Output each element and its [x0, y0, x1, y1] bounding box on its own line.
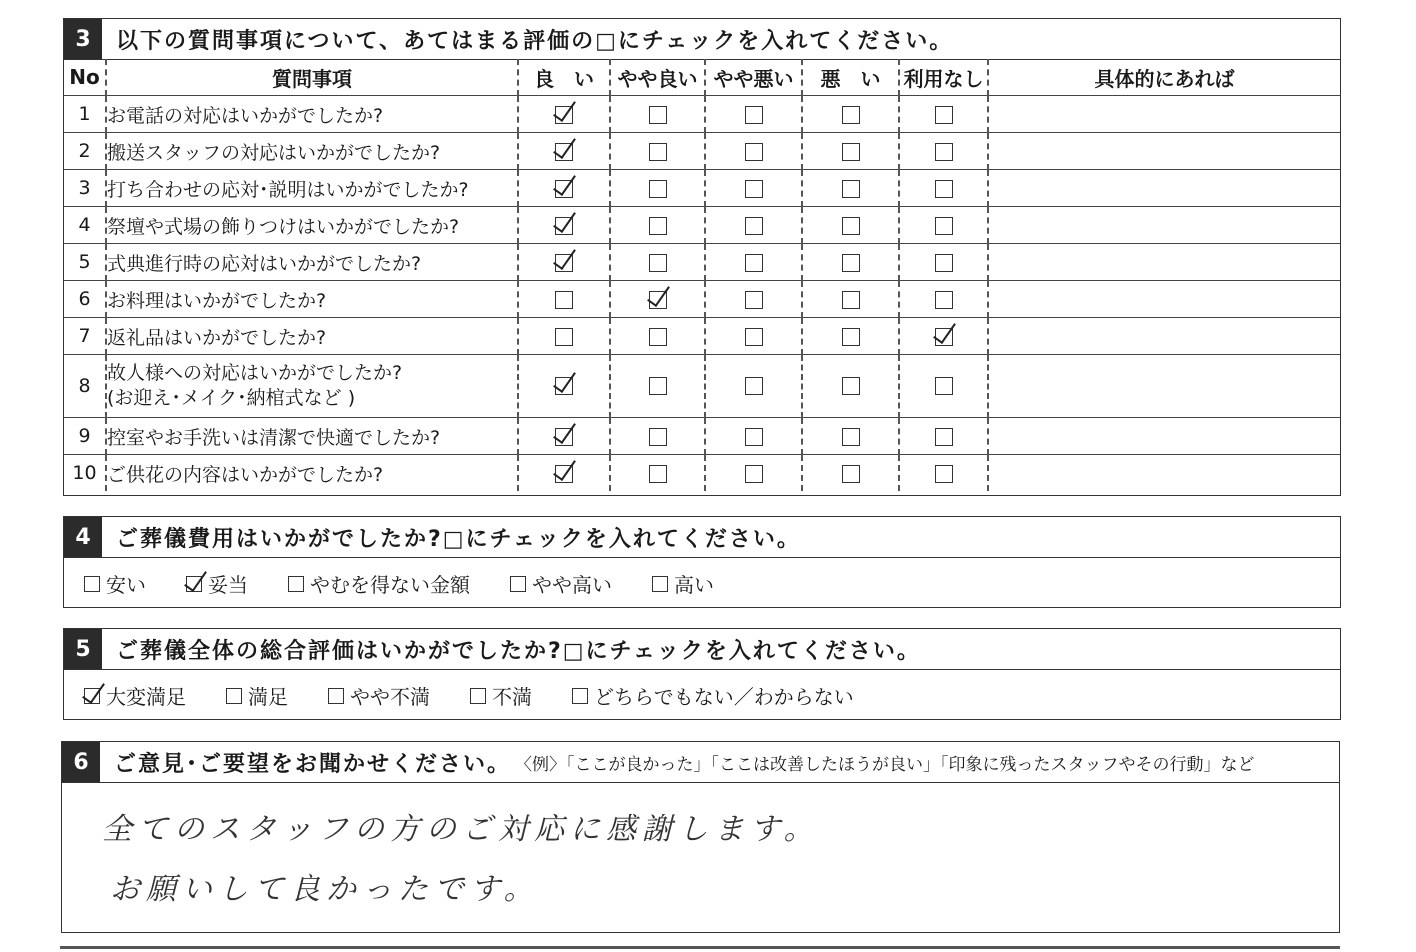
option-very-satisfied[interactable] — [84, 681, 186, 710]
comment-cell[interactable] — [988, 244, 1340, 281]
section-3-header — [64, 19, 1340, 60]
row-number: 1 — [64, 96, 106, 133]
cost-options — [84, 569, 754, 598]
table-row — [64, 207, 1340, 244]
handwritten-comment-line-2[interactable]: お願いして良かったです。 — [110, 872, 540, 907]
row-number: 9 — [64, 418, 106, 455]
rating-cell-fairly-bad — [705, 318, 802, 355]
table-row — [64, 133, 1340, 170]
checkbox-fairly-bad[interactable] — [745, 328, 763, 346]
option-label: やむを得ない金額 — [310, 573, 470, 597]
rating-cell-bad — [802, 207, 899, 244]
table-header-row — [64, 59, 1340, 96]
checkbox-fairly-bad[interactable] — [745, 377, 763, 395]
comment-cell[interactable] — [988, 207, 1340, 244]
checkbox-good[interactable] — [555, 328, 573, 346]
section-number: 3 — [64, 19, 102, 59]
checkbox-fairly-bad[interactable] — [745, 254, 763, 272]
checkbox-fairly-bad[interactable] — [745, 217, 763, 235]
rating-cell-fairly-good — [610, 418, 705, 455]
section-number: 5 — [64, 629, 102, 669]
rating-cell-good — [518, 455, 610, 492]
rating-cell-not-used — [899, 170, 988, 207]
checkbox-fairly-good[interactable] — [649, 428, 667, 446]
rating-cell-bad — [802, 244, 899, 281]
checkbox-fairly-good[interactable] — [649, 217, 667, 235]
checkbox-fairly-good[interactable] — [649, 106, 667, 124]
header-question: 質問事項 — [106, 59, 518, 96]
rating-cell-not-used — [899, 96, 988, 133]
question-text: 祭壇や式場の飾りつけはいかがでしたか? — [107, 215, 460, 238]
option-neither[interactable] — [572, 681, 854, 710]
rating-cell-bad — [802, 281, 899, 318]
row-number: 3 — [64, 170, 106, 207]
checkbox-fairly-good[interactable] — [649, 465, 667, 483]
rating-cell-not-used — [899, 355, 988, 418]
checkbox-not-used[interactable] — [935, 106, 953, 124]
rating-cell-fairly-good — [610, 281, 705, 318]
question-cell — [106, 318, 518, 355]
option-slightly-expensive[interactable] — [510, 569, 612, 598]
option-dissatisfied[interactable] — [470, 681, 532, 710]
section-title: 以下の質問事項について、あてはまる評価の□にチェックを入れてください。 — [116, 28, 954, 54]
header-rating-bad: 悪 い — [802, 59, 899, 96]
question-text: お料理はいかがでしたか? — [107, 289, 327, 312]
rating-cell-fairly-bad — [705, 418, 802, 455]
rating-cell-good — [518, 96, 610, 133]
checkbox-good[interactable] — [555, 428, 573, 446]
checkbox-fairly-bad[interactable] — [745, 143, 763, 161]
section-5-header — [64, 629, 1340, 670]
rating-cell-good — [518, 281, 610, 318]
row-number: 4 — [64, 207, 106, 244]
option-label: 大変満足 — [106, 685, 186, 709]
checkbox-fairly-good[interactable] — [649, 180, 667, 198]
rating-cell-bad — [802, 418, 899, 455]
checkbox[interactable] — [84, 688, 100, 704]
checkbox[interactable] — [572, 688, 588, 704]
section-title: ご葬儀費用はいかがでしたか?□にチェックを入れてください。 — [116, 526, 801, 552]
rating-cell-good — [518, 355, 610, 418]
option-label: 高い — [674, 573, 714, 597]
checkbox-fairly-bad[interactable] — [745, 106, 763, 124]
checkbox-good[interactable] — [555, 106, 573, 124]
handwritten-comment-line-1[interactable]: 全てのスタッフの方のご対応に感謝します。 — [102, 812, 820, 847]
section-number: 4 — [64, 517, 102, 557]
section-title: ご葬儀全体の総合評価はいかがでしたか?□にチェックを入れてください。 — [116, 638, 921, 664]
header-rating-fairly-good: やや良い — [610, 59, 705, 96]
question-text: 返礼品はいかがでしたか? — [107, 326, 327, 349]
question-cell — [106, 207, 518, 244]
option-expensive[interactable] — [652, 569, 714, 598]
checkbox-good[interactable] — [555, 143, 573, 161]
checkbox-bad[interactable] — [842, 328, 860, 346]
option-label: 妥当 — [208, 573, 248, 597]
question-cell — [106, 355, 518, 418]
rating-cell-good — [518, 318, 610, 355]
rating-cell-good — [518, 207, 610, 244]
checkbox-fairly-bad[interactable] — [745, 180, 763, 198]
rating-cell-fairly-good — [610, 318, 705, 355]
section-number: 6 — [62, 742, 100, 782]
checkbox-bad[interactable] — [842, 106, 860, 124]
overall-options — [84, 681, 894, 710]
checkbox-not-used[interactable] — [935, 143, 953, 161]
option-satisfied[interactable] — [226, 681, 288, 710]
question-text: お電話の対応はいかがでしたか? — [107, 104, 384, 127]
checkbox[interactable] — [226, 688, 242, 704]
table-row — [64, 418, 1340, 455]
checkbox-fairly-good[interactable] — [649, 254, 667, 272]
comment-cell[interactable] — [988, 96, 1340, 133]
header-no: No — [64, 59, 106, 96]
checkbox-good[interactable] — [555, 465, 573, 483]
rating-cell-not-used — [899, 207, 988, 244]
checkbox-good[interactable] — [555, 377, 573, 395]
question-cell — [106, 96, 518, 133]
option-label: 満足 — [248, 685, 288, 709]
checkbox-not-used[interactable] — [935, 465, 953, 483]
rating-cell-fairly-good — [610, 133, 705, 170]
checkbox-bad[interactable] — [842, 291, 860, 309]
rating-cell-fairly-bad — [705, 207, 802, 244]
question-cell — [106, 418, 518, 455]
header-comment: 具体的にあれば — [988, 59, 1340, 96]
checkbox-not-used[interactable] — [935, 254, 953, 272]
rating-cell-good — [518, 418, 610, 455]
question-text: 故人様への対応はいかがでしたか? — [107, 362, 403, 384]
question-text: 搬送スタッフの対応はいかがでしたか? — [107, 141, 441, 164]
question-text: 式典進行時の応対はいかがでしたか? — [107, 252, 422, 275]
checkbox-fairly-bad[interactable] — [745, 465, 763, 483]
rating-cell-good — [518, 170, 610, 207]
rating-cell-good — [518, 133, 610, 170]
checkbox-bad[interactable] — [842, 465, 860, 483]
rating-cell-fairly-good — [610, 455, 705, 492]
rating-cell-not-used — [899, 318, 988, 355]
rating-cell-not-used — [899, 244, 988, 281]
option-label: どちらでもない／わからない — [594, 685, 854, 709]
rating-cell-bad — [802, 170, 899, 207]
checkbox-not-used[interactable] — [935, 291, 953, 309]
checkbox-good[interactable] — [555, 217, 573, 235]
rating-cell-bad — [802, 455, 899, 492]
table-row — [64, 455, 1340, 492]
rating-cell-fairly-good — [610, 244, 705, 281]
table-row — [64, 355, 1340, 418]
checkbox[interactable] — [510, 576, 526, 592]
section-6 — [61, 741, 1340, 933]
checkbox-not-used[interactable] — [935, 180, 953, 198]
row-number: 5 — [64, 244, 106, 281]
option-cheap[interactable] — [84, 569, 146, 598]
comment-cell[interactable] — [988, 418, 1340, 455]
section-5 — [63, 628, 1341, 720]
question-cell — [106, 455, 518, 492]
option-label: 不満 — [492, 685, 532, 709]
rating-cell-fairly-bad — [705, 96, 802, 133]
rating-cell-fairly-good — [610, 207, 705, 244]
checkbox-fairly-good[interactable] — [649, 328, 667, 346]
rating-cell-fairly-bad — [705, 355, 802, 418]
question-cell — [106, 170, 518, 207]
table-row — [64, 244, 1340, 281]
option-reasonable[interactable] — [186, 569, 248, 598]
evaluation-table — [64, 59, 1340, 491]
checkbox-fairly-bad[interactable] — [745, 291, 763, 309]
checkbox-good[interactable] — [555, 291, 573, 309]
checkbox-fairly-good[interactable] — [649, 291, 667, 309]
checkbox-good[interactable] — [555, 180, 573, 198]
header-rating-not-used: 利用なし — [899, 59, 988, 96]
comment-cell[interactable] — [988, 318, 1340, 355]
question-text: 控室やお手洗いは清潔で快適でしたか? — [107, 426, 441, 449]
question-cell — [106, 244, 518, 281]
checkbox-bad[interactable] — [842, 143, 860, 161]
section-4-header — [64, 517, 1340, 558]
checkbox-not-used[interactable] — [935, 377, 953, 395]
option-label: やや高い — [532, 573, 612, 597]
section-3 — [63, 18, 1341, 496]
rating-cell-fairly-bad — [705, 170, 802, 207]
checkbox[interactable] — [288, 576, 304, 592]
rating-cell-fairly-bad — [705, 455, 802, 492]
row-number: 10 — [64, 455, 106, 492]
rating-cell-fairly-bad — [705, 133, 802, 170]
section-title: ご意見･ご要望をお聞かせください。 — [114, 751, 512, 777]
question-cell — [106, 133, 518, 170]
rating-cell-fairly-bad — [705, 281, 802, 318]
checkbox[interactable] — [328, 688, 344, 704]
comment-cell[interactable] — [988, 133, 1340, 170]
rating-cell-fairly-good — [610, 96, 705, 133]
checkbox-bad[interactable] — [842, 377, 860, 395]
question-text: 打ち合わせの応対･説明はいかがでしたか? — [107, 178, 469, 201]
header-rating-good: 良 い — [518, 59, 610, 96]
rating-cell-bad — [802, 318, 899, 355]
question-text: ご供花の内容はいかがでしたか? — [107, 463, 384, 486]
checkbox-not-used[interactable] — [935, 217, 953, 235]
checkbox-not-used[interactable] — [935, 328, 953, 346]
rating-cell-bad — [802, 133, 899, 170]
rating-cell-good — [518, 244, 610, 281]
rating-cell-not-used — [899, 281, 988, 318]
rating-cell-not-used — [899, 455, 988, 492]
row-number: 8 — [64, 355, 106, 418]
section-6-header — [62, 742, 1339, 783]
checkbox-fairly-good[interactable] — [649, 377, 667, 395]
table-row — [64, 281, 1340, 318]
checkbox[interactable] — [652, 576, 668, 592]
option-unavoidable[interactable] — [288, 569, 470, 598]
rating-cell-fairly-bad — [705, 244, 802, 281]
checkbox-not-used[interactable] — [935, 428, 953, 446]
option-label: やや不満 — [350, 685, 430, 709]
section-note: 〈例〉「ここが良かった」「ここは改善したほうが良い」「印象に残ったスタッフやその行動」など — [515, 754, 1255, 775]
option-slightly-dissatisfied[interactable] — [328, 681, 430, 710]
rating-cell-bad — [802, 355, 899, 418]
comment-cell[interactable] — [988, 455, 1340, 492]
bottom-rule — [60, 946, 1340, 949]
checkbox-fairly-bad[interactable] — [745, 428, 763, 446]
rating-cell-bad — [802, 96, 899, 133]
table-row — [64, 170, 1340, 207]
checkbox-good[interactable] — [555, 254, 573, 272]
table-row — [64, 96, 1340, 133]
checkbox[interactable] — [186, 576, 202, 592]
rating-cell-fairly-good — [610, 170, 705, 207]
checkbox-fairly-good[interactable] — [649, 143, 667, 161]
checkbox-bad[interactable] — [842, 428, 860, 446]
option-label: 安い — [106, 573, 146, 597]
question-cell — [106, 281, 518, 318]
row-number: 6 — [64, 281, 106, 318]
row-number: 7 — [64, 318, 106, 355]
checkbox[interactable] — [470, 688, 486, 704]
checkbox[interactable] — [84, 576, 100, 592]
comment-cell[interactable] — [988, 281, 1340, 318]
header-rating-fairly-bad: やや悪い — [705, 59, 802, 96]
rating-cell-fairly-good — [610, 355, 705, 418]
question-subtext: (お迎え･メイク･納棺式など ) — [107, 387, 356, 409]
rating-cell-not-used — [899, 133, 988, 170]
comment-cell[interactable] — [988, 170, 1340, 207]
row-number: 2 — [64, 133, 106, 170]
checkbox-bad[interactable] — [842, 217, 860, 235]
section-4 — [63, 516, 1341, 608]
comment-cell[interactable] — [988, 355, 1340, 418]
checkbox-bad[interactable] — [842, 180, 860, 198]
checkbox-bad[interactable] — [842, 254, 860, 272]
table-row — [64, 318, 1340, 355]
rating-cell-not-used — [899, 418, 988, 455]
